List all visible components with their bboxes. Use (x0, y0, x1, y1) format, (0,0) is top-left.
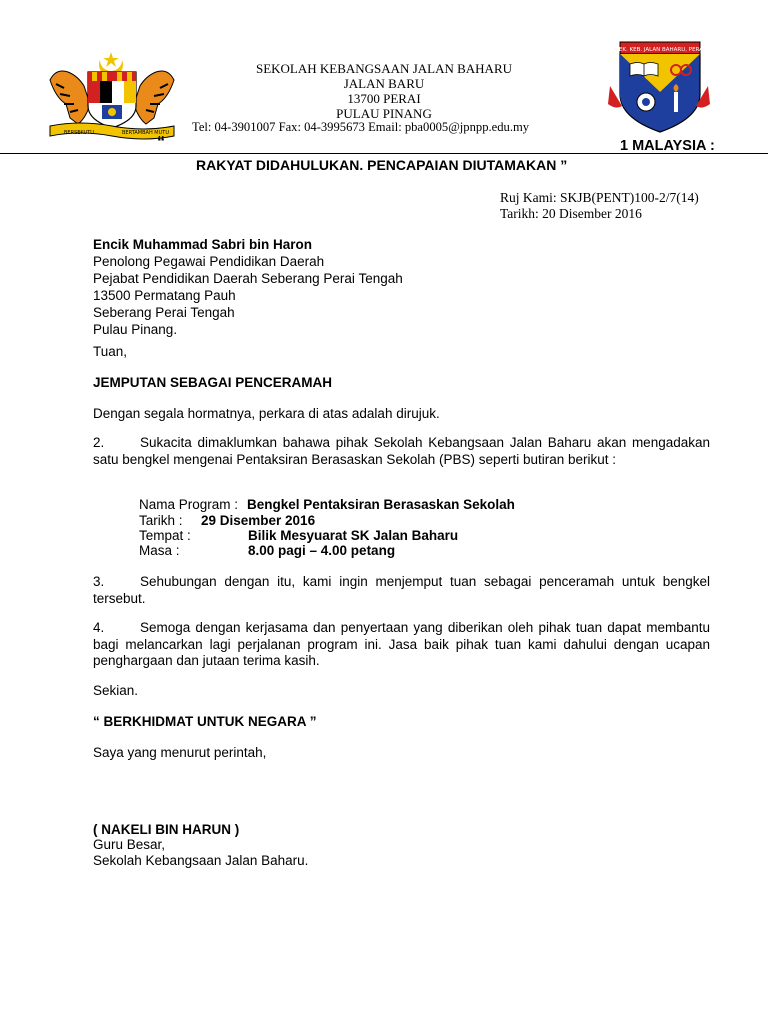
sign-off: Saya yang menurut perintah, (93, 745, 267, 760)
malaysia-slogan: 1 MALAYSIA : (620, 138, 715, 154)
slogan: “ BERKHIDMAT UNTUK NEGARA ” (93, 714, 317, 729)
paragraph-3 (93, 574, 710, 607)
program-label: Nama Program : (139, 497, 239, 512)
recipient-line: Pulau Pinang. (93, 322, 178, 337)
coat-of-arms-icon (42, 50, 182, 142)
paragraph-text: Sehubungan dengan itu, kami ingin menjemput tuan sebagai penceramah untuk bengkel tersebut. (93, 574, 710, 606)
paragraph-number: 2. (93, 435, 105, 450)
date-value: 29 Disember 2016 (201, 513, 316, 528)
svg-text:BERSEKUTU: BERSEKUTU (64, 130, 94, 136)
salutation: Tuan, (93, 344, 128, 359)
address-line-1: JALAN BARU (343, 76, 425, 91)
paragraph-text: Semoga dengan kerjasama dan penyertaan yang diberikan oleh pihak tuan dapat membantu bagi melancarkan lagi perjalanan program ini. Jasa baik pihak tuan kami dahului dengan ucapan penghargaan dan jutaan terima kasih. (93, 620, 710, 668)
svg-text:SEK. KEB. JALAN BAHARU, PERAI: SEK. KEB. JALAN BAHARU, PERAI (615, 47, 705, 53)
recipient-name: Encik Muhammad Sabri bin Haron (93, 237, 313, 252)
signatory-name: ( NAKELI BIN HARUN ) (93, 822, 240, 837)
recipient-line: Pejabat Pendidikan Daerah Seberang Perai Tengah (93, 271, 403, 286)
paragraph-4 (93, 620, 710, 670)
address-line-3: PULAU PINANG (336, 106, 432, 121)
recipient-line: 13500 Permatang Pauh (93, 288, 236, 303)
school-crest-icon (606, 40, 712, 140)
intro-paragraph: Dengan segala hormatnya, perkara di atas adalah dirujuk. (93, 406, 440, 421)
date-label: Tarikh : (139, 513, 183, 528)
signatory-title: Guru Besar, (93, 837, 166, 852)
paragraph-2 (93, 435, 710, 468)
closing: Sekian. (93, 683, 139, 698)
paragraph-text: Sukacita dimaklumkan bahawa pihak Sekolah Kebangsaan Jalan Baharu akan mengadakan satu bengkel mengenai Pentaksiran Berasaskan Sekolah (PBS) seperti butiran berikut : (93, 435, 710, 467)
reference-number: Ruj Kami: SKJB(PENT)100-2/7(14) (500, 190, 699, 205)
paragraph-number: 4. (93, 620, 105, 635)
motto-open-quote: “ (157, 134, 165, 151)
subject: JEMPUTAN SEBAGAI PENCERAMAH (93, 375, 333, 390)
program-value: Bengkel Pentaksiran Berasaskan Sekolah (247, 497, 515, 512)
svg-text:BERTAMBAH MUTU: BERTAMBAH MUTU (122, 130, 169, 136)
recipient-line: Penolong Pegawai Pendidikan Daerah (93, 254, 325, 269)
paragraph-number: 3. (93, 574, 105, 589)
recipient-line: Seberang Perai Tengah (93, 305, 235, 320)
place-value: Bilik Mesyuarat SK Jalan Baharu (248, 528, 459, 543)
signatory-organisation: Sekolah Kebangsaan Jalan Baharu. (93, 853, 309, 868)
letter-date: Tarikh: 20 Disember 2016 (500, 206, 642, 221)
address-line-2: 13700 PERAI (347, 91, 421, 106)
place-label: Tempat : (139, 528, 191, 543)
time-value: 8.00 pagi – 4.00 petang (248, 543, 396, 558)
motto: RAKYAT DIDAHULUKAN. PENCAPAIAN DIUTAMAKAN ” (196, 157, 568, 173)
school-name: SEKOLAH KEBANGSAAN JALAN BAHARU (255, 61, 513, 76)
contact-line: Tel: 04-3901007 Fax: 04-3995673 Email: pba0005@jpnpp.edu.my (192, 120, 530, 134)
time-label: Masa : (139, 543, 180, 558)
